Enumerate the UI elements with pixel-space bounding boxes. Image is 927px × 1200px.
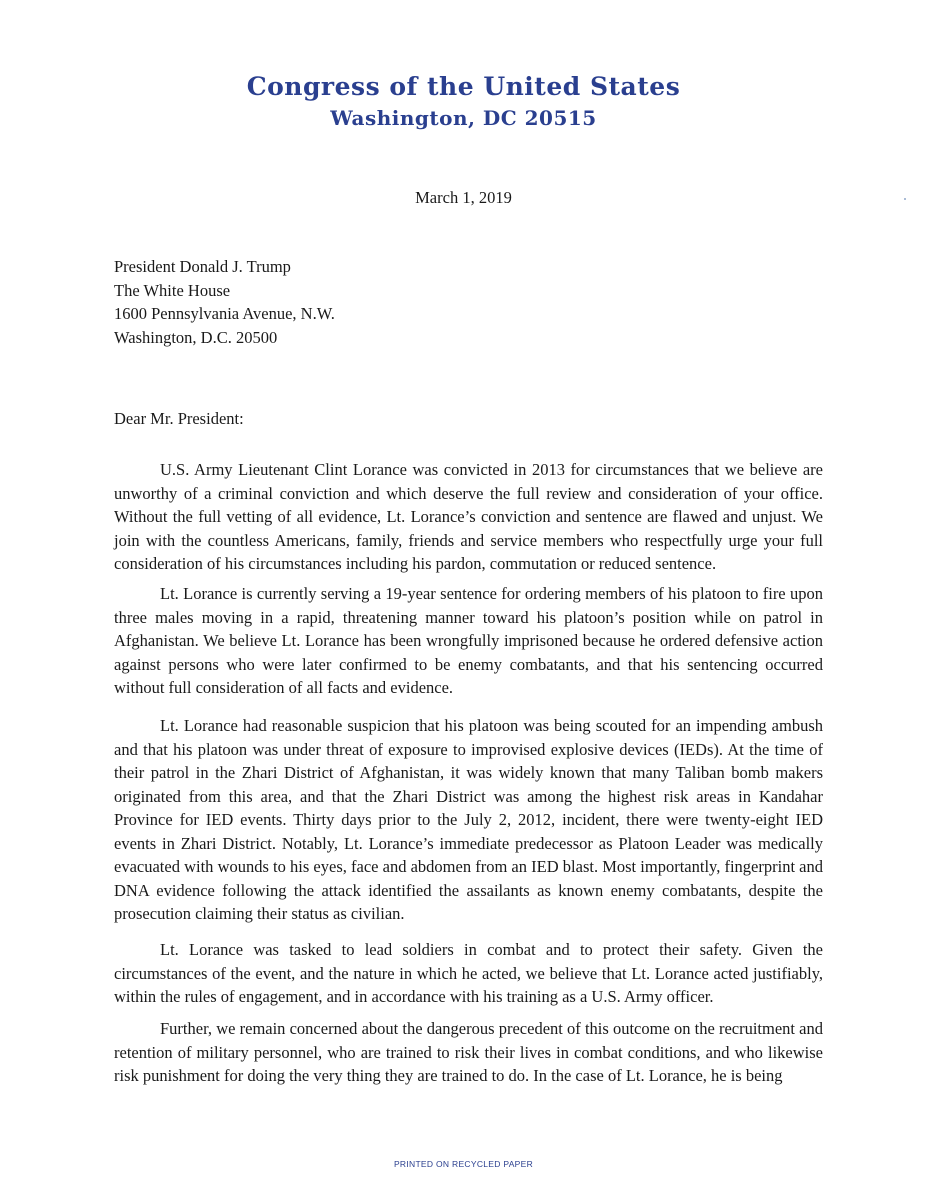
recipient-city: Washington, D.C. 20500 xyxy=(114,327,278,347)
footer-note: PRINTED ON RECYCLED PAPER xyxy=(393,1159,534,1169)
paragraph: Lt. Lorance had reasonable suspicion that his platoon was being scouted for an impending ambush and that his platoon was under threat of exposure to improvised explosive devices (IEDs). At the time of their patrol in the Zhari District of Afghanistan, it was widely known that many Taliban bomb makers originated from this area, and that the Zhari District was among the highest risk areas in Kandahar Province for IED events. Thirty days prior to the July 2, 2012, incident, there were twenty-eight IED events in Zhari District. Notably, Lt. Lorance’s immediate predecessor as Platoon Leader was medically evacuated with wounds to his eyes, face and abdomen from an IED blast. Most importantly, fingerprint and DNA evidence following the attack identified the assailants as known enemy combatants, despite the prosecution claiming their status as civilian. xyxy=(114,716,823,923)
paper-speck xyxy=(904,198,906,200)
paragraph: U.S. Army Lieutenant Clint Lorance was convicted in 2013 for circumstances that we believe are unworthy of a criminal conviction and which deserve the full review and consideration of your office. Without the full vetting of all evidence, Lt. Lorance’s conviction and sentence are flawed and unjust. We join with the countless Americans, family, friends and service members who respectfully urge your full consideration of his circumstances including his pardon, commutation or reduced sentence. xyxy=(114,460,823,573)
letterhead-subtitle: Washington, DC 20515 xyxy=(330,106,597,130)
salutation: Dear Mr. President: xyxy=(114,409,244,428)
letterhead-title: Congress of the United States xyxy=(246,72,681,101)
recipient-org: The White House xyxy=(114,280,231,300)
recipient-name: President Donald J. Trump xyxy=(114,257,291,276)
paragraph: Further, we remain concerned about the dangerous precedent of this outcome on the recruitment and retention of military personnel, who are trained to risk their lives in combat conditions, and who likewise risk punishment for doing the very thing they are trained to do. In the case of Lt. Lorance, he is being xyxy=(114,1019,823,1085)
paragraph: Lt. Lorance was tasked to lead soldiers in combat and to protect their safety. Given the circumstances of the event, and the nature in which he acted, we believe that Lt. Lorance acted justifiably, within the rules of engagement, and in accordance with his training as a U.S. Army officer. xyxy=(114,940,823,1006)
recipient-address xyxy=(114,255,335,349)
letter-date: March 1, 2019 xyxy=(415,188,512,207)
recipient-street: 1600 Pennsylvania Avenue, N.W. xyxy=(114,304,335,323)
paragraph: Lt. Lorance is currently serving a 19-year sentence for ordering members of his platoon to fire upon three males moving in a rapid, threatening manner toward his platoon’s position while on patrol in Afghanistan. We believe Lt. Lorance has been wrongfully imprisoned because he ordered defensive action against persons who were later confirmed to be enemy combatants, and that his sentencing occurred without full consideration of all facts and evidence. xyxy=(114,584,823,697)
